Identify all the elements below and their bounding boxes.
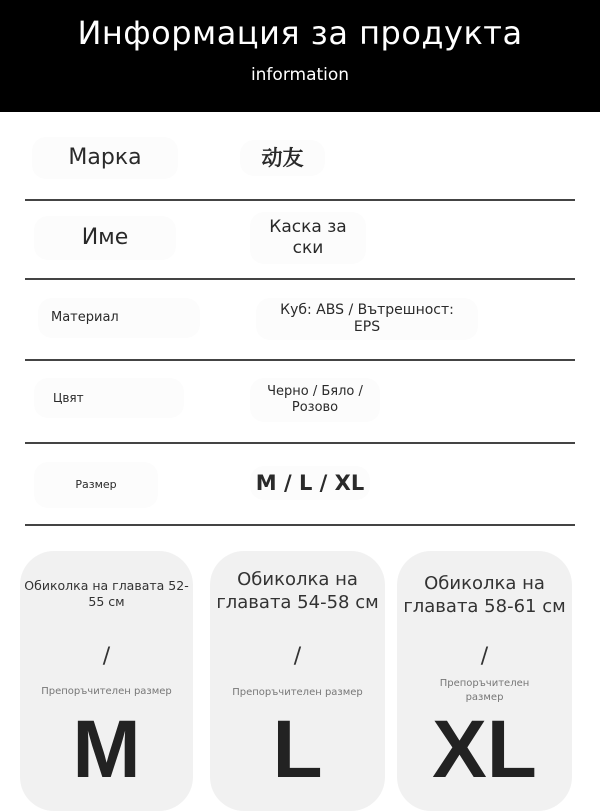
page-header	[0, 0, 600, 112]
spec-value-name: Каска за ски	[250, 212, 366, 264]
spec-label-color: Цвят	[34, 378, 184, 418]
divider	[25, 199, 575, 201]
spec-label-size: Размер	[34, 462, 158, 508]
spec-value-size: M / L / XL	[250, 466, 370, 500]
recommended-size-label: Препоръчителен размер	[232, 687, 363, 698]
head-circumference: Обиколка на главата 52-55 см	[24, 578, 189, 610]
size-card-xl	[397, 551, 572, 811]
spec-label-name: Име	[34, 216, 176, 260]
head-circumference: Обиколка на главата 54-58 см	[216, 569, 379, 614]
spec-value-material: Куб: ABS / Вътрешност: EPS	[256, 298, 478, 340]
divider	[25, 278, 575, 280]
size-letter: XL	[432, 704, 537, 795]
recommended-size-label: Препоръчителен размер	[41, 686, 172, 697]
separator: /	[293, 644, 302, 669]
recommended-size-label: Препоръчителен размер	[439, 678, 530, 703]
separator: /	[102, 644, 111, 669]
spec-value-color: Черно / Бяло / Розово	[250, 378, 380, 422]
page-subtitle: information	[250, 65, 350, 85]
spec-value-brand: 动友	[240, 140, 325, 176]
divider	[25, 442, 575, 444]
spec-label-brand: Марка	[32, 137, 178, 179]
separator: /	[480, 644, 489, 669]
spec-label-material: Материал	[38, 298, 200, 338]
page-title: Информация за продукта	[77, 14, 523, 52]
divider	[25, 524, 575, 526]
divider	[25, 359, 575, 361]
head-circumference: Обиколка на главата 58-61 см	[403, 573, 566, 618]
size-letter: L	[272, 704, 323, 795]
size-letter: M	[72, 704, 141, 795]
size-card-m	[20, 551, 193, 811]
size-card-l	[210, 551, 385, 811]
